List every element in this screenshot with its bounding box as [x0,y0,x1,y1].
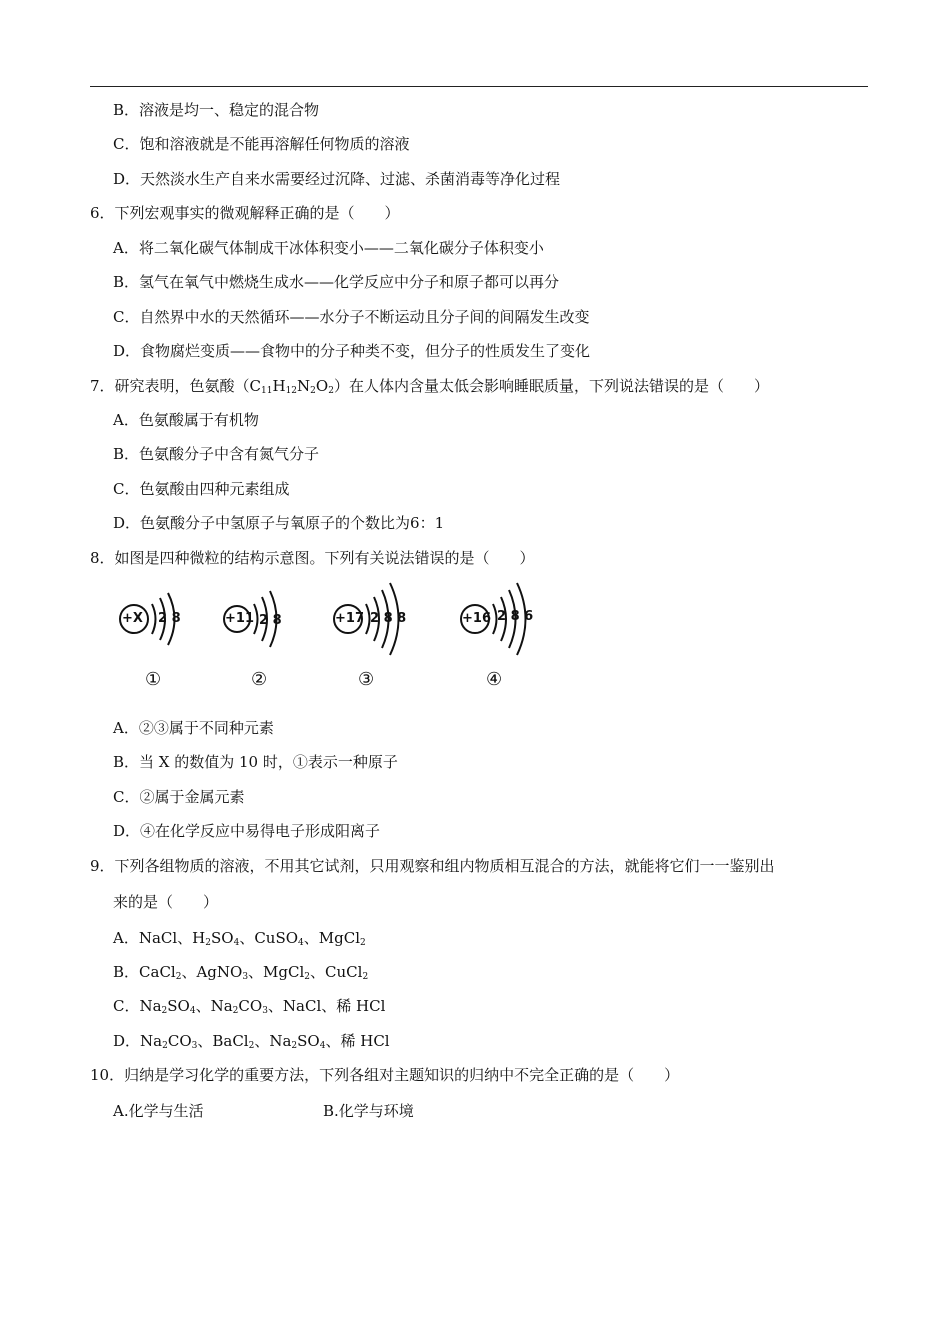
q9-stem-line2: 来的是（ ） [113,893,219,911]
nucleus-charge: +11 [225,611,254,626]
atom-diagram-4 [458,576,558,701]
q9-option-b: B．CaCl$_2$、AgNO$_3$、MgCl$_2$、CuCl$_2$ [113,963,369,982]
q9-stem-line1: 9．下列各组物质的溶液，不用其它试剂，只用观察和组内物质相互混合的方法，就能将它们一一鉴别出 [90,857,775,875]
nucleus-charge: +17 [335,611,364,626]
q5-option-d: D．天然淡水生产自来水需要经过沉降、过滤、杀菌消毒等净化过程 [113,170,561,188]
q7-option-b: B．色氨酸分子中含有氮气分子 [113,445,320,463]
q6-option-c: C．自然界中水的天然循环——水分子不断运动且分子间的间隔发生改变 [113,308,590,326]
electron-shells: 2 8 [259,613,282,628]
q5-option-c: C．饱和溶液就是不能再溶解任何物质的溶液 [113,135,410,153]
q8-stem: 8．如图是四种微粒的结构示意图。下列有关说法错误的是（ ） [90,549,535,567]
q6-option-d: D．食物腐烂变质——食物中的分子种类不变，但分子的性质发生了变化 [113,342,591,360]
header-rule [90,86,868,87]
q7-option-a: A．色氨酸属于有机物 [113,411,259,429]
q7-stem: 7．研究表明，色氨酸$(C_{11}H_{12}N_2O_2)$在人体内含量太低会影响睡眠质量，下列说法错误的是（ ） [90,377,769,396]
q9-option-d: D．$Na_2CO_3$、BaCl$_2$、$Na_2SO_4$、稀 HCl [113,1032,390,1051]
diagram-label: ④ [486,669,503,690]
nucleus-charge: +16 [462,611,491,626]
q10-column-b-heading: B.化学与环境 [323,1102,414,1120]
nucleus-charge: +X [122,611,143,626]
q9-option-a: A．NaCl、$H_2SO_4$、CuSO$_4$、MgCl$_2$ [113,929,366,948]
q6-stem: 6．下列宏观事实的微观解释正确的是（ ） [90,204,400,222]
electron-shells: 2 8 6 [497,609,534,624]
q8-option-a: A．②③属于不同种元素 [113,719,274,737]
q8-option-d: D．④在化学反应中易得电子形成阳离子 [113,822,381,840]
q10-column-a-heading: A.化学与生活 [113,1102,204,1120]
atom-diagram-3 [331,576,431,701]
q6-option-b: B．氢气在氧气中燃烧生成水——化学反应中分子和原子都可以再分 [113,273,560,291]
diagram-label: ① [145,669,162,690]
q7-option-c: C．色氨酸由四种元素组成 [113,480,290,498]
atomic-structure-diagrams [113,576,553,701]
diagram-label: ② [251,669,268,690]
atom-diagram-2 [223,576,313,701]
q6-option-a: A．将二氧化碳气体制成干冰体积变小——二氧化碳分子体积变小 [113,239,544,257]
electron-shells: 2 8 [158,611,181,626]
q5-option-b: B．溶液是均一、稳定的混合物 [113,101,320,119]
q8-option-c: C．②属于金属元素 [113,788,245,806]
q7-option-d: D．色氨酸分子中氢原子与氧原子的个数比为6：1 [113,514,445,532]
q10-stem: 10．归纳是学习化学的重要方法，下列各组对主题知识的归纳中不完全正确的是（ ） [90,1066,680,1084]
diagram-label: ③ [358,669,375,690]
atom-diagram-1 [113,576,203,701]
electron-shells: 2 8 8 [370,611,407,626]
q8-option-b: B．当 X 的数值为 10 时，①表示一种原子 [113,753,398,771]
q9-option-c: C．$Na_2SO_4$、$Na_2CO_3$、NaCl、稀 HCl [113,997,386,1016]
